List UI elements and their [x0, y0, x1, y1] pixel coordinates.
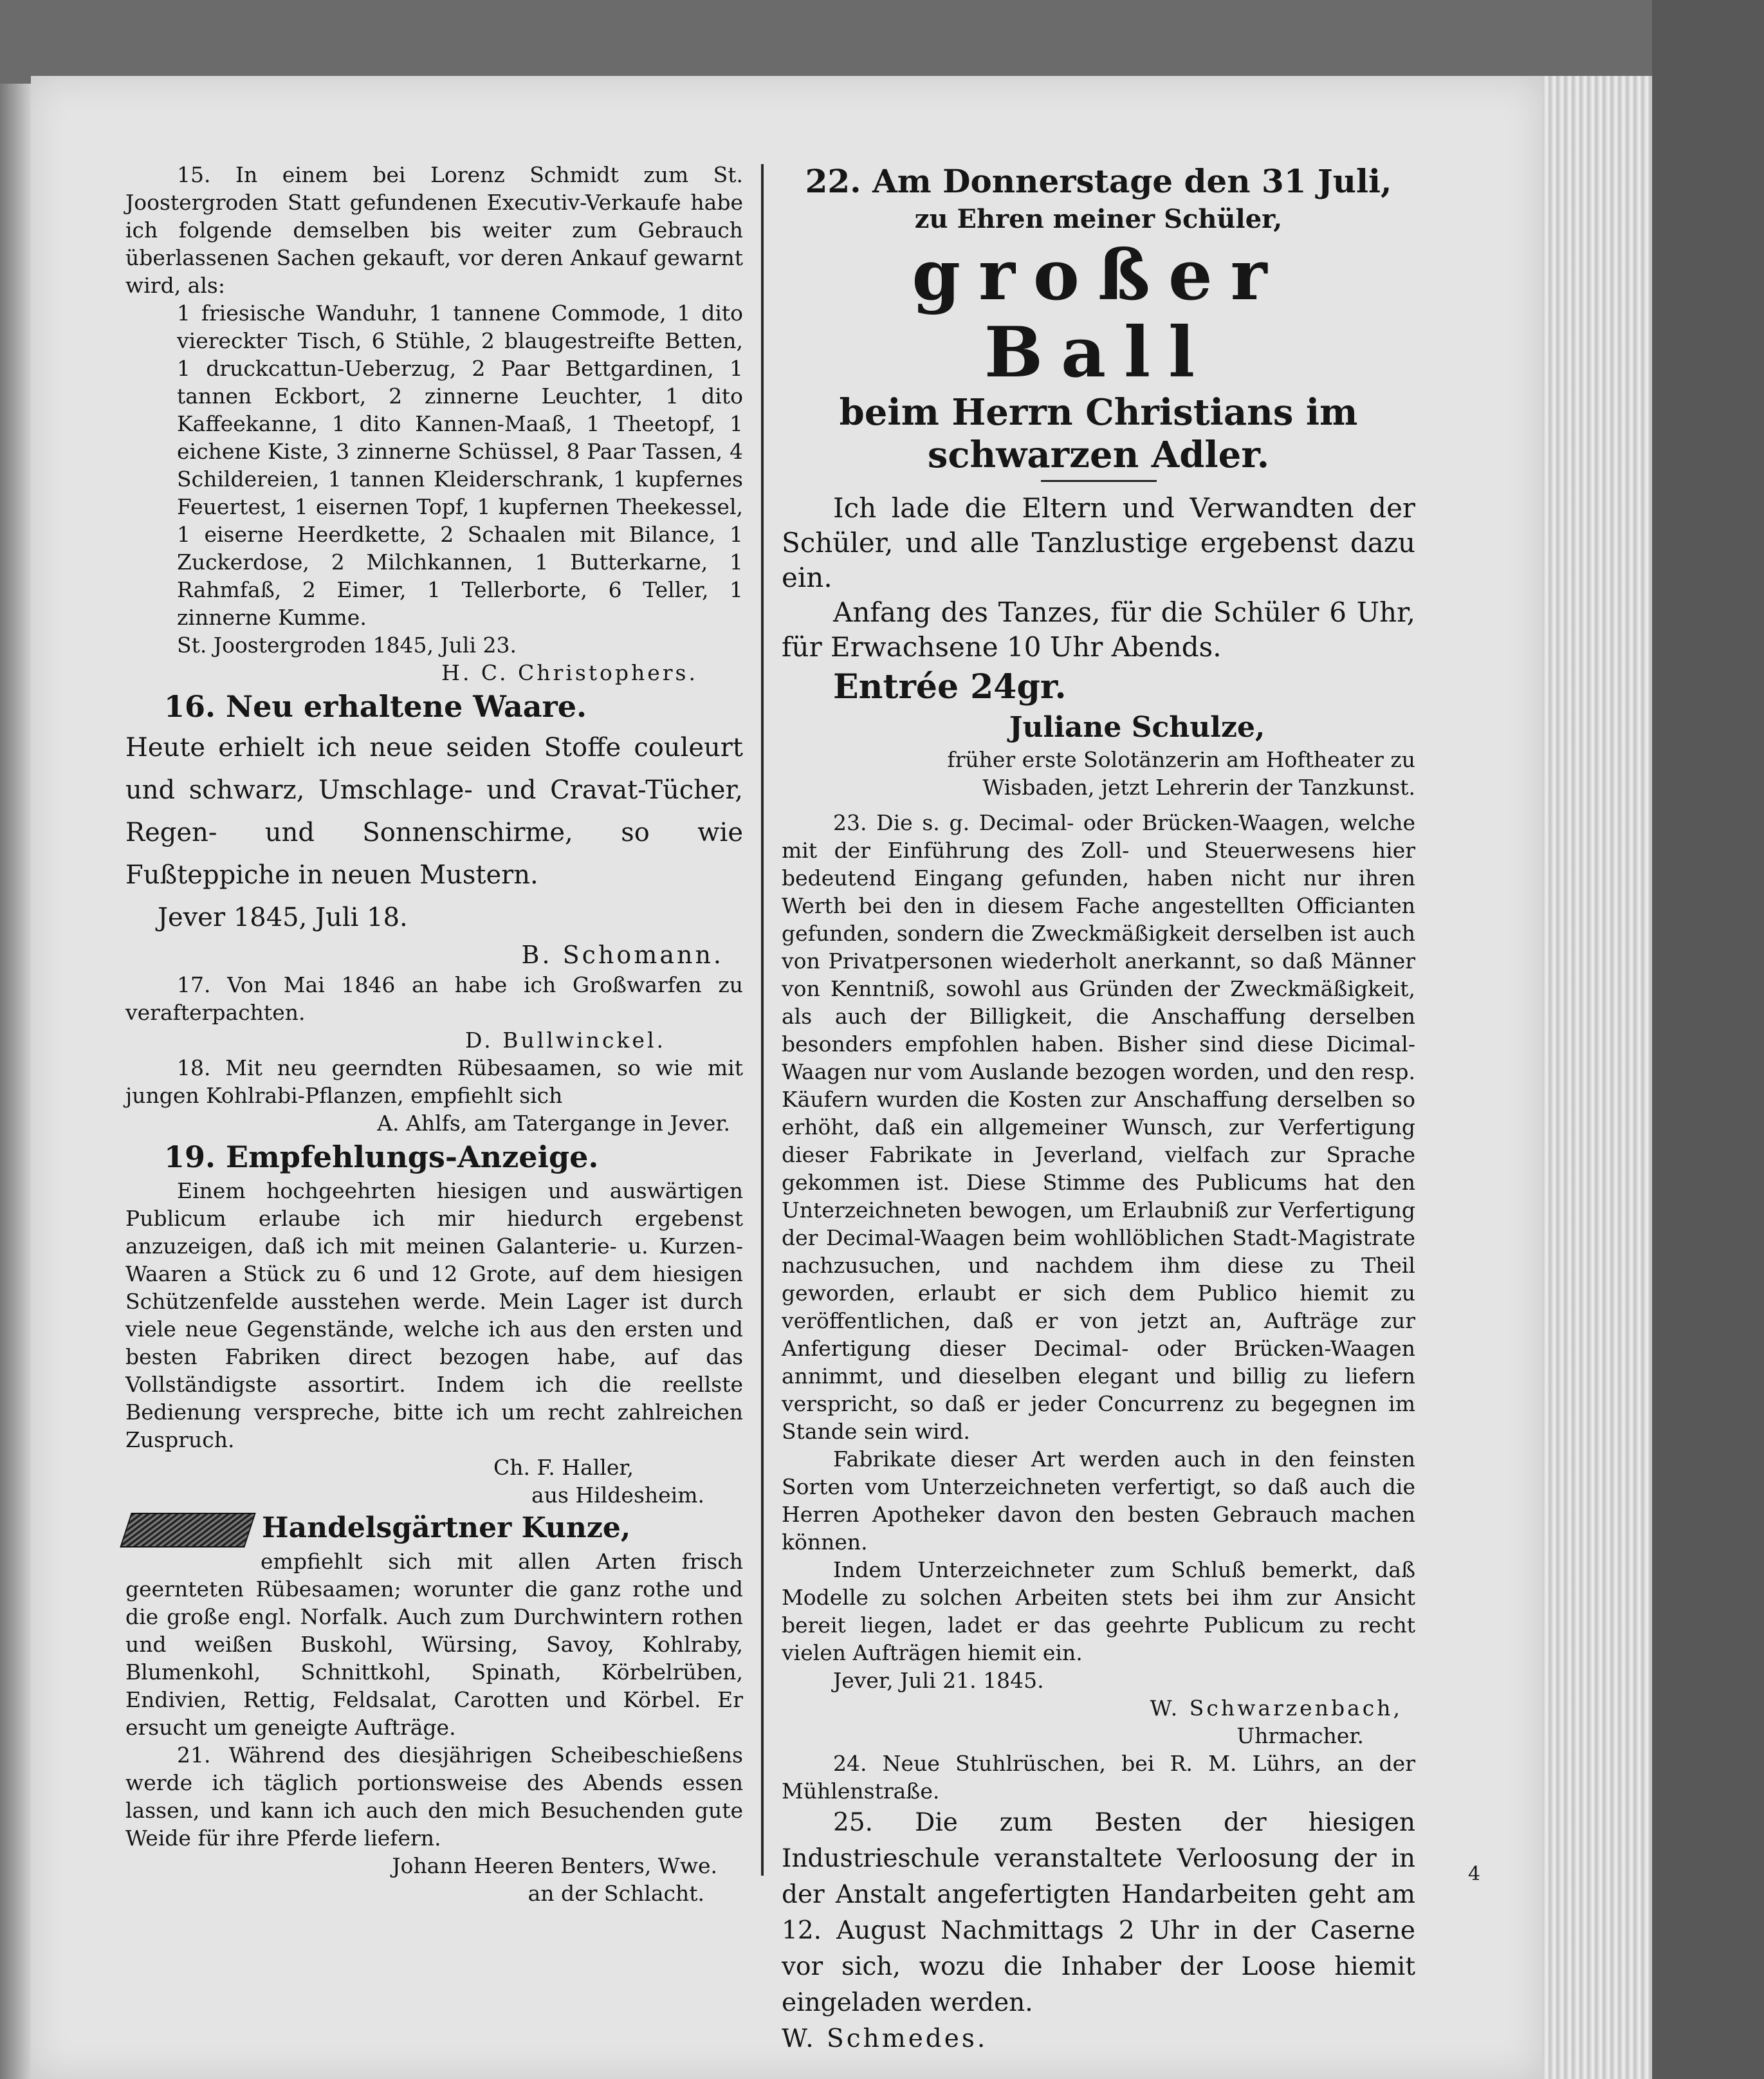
ad-19-signature-place: aus Hildesheim.	[531, 1483, 704, 1508]
ad-25	[782, 1805, 1415, 2057]
ad-kunze-heading: Handelsgärtner Kunze,	[262, 1511, 631, 1544]
ad-22-signature-title: früher erste Solotänzerin am Hoftheater zu Wisbaden, jetzt Lehrerin der Tanzkunst.	[947, 747, 1415, 800]
ad-23-signature-title: Uhrmacher.	[1236, 1723, 1364, 1748]
ad-15-text: 15. In einem bei Lorenz Schmidt zum St. Joostergroden Statt gefundenen Executiv-Verkaufe habe ich folgende demselben bis weiter zum Gebrauch überlassenen Sachen gekauft, vor deren Ankauf gewarnt wird, als:	[125, 162, 743, 298]
ad-16-heading: 16. Neu erhaltene Waare.	[164, 689, 587, 724]
ad-22-signature: Juliane Schulze,	[1009, 711, 1265, 744]
ad-16-text: Heute erhielt ich neue seiden Stoffe couleurt und schwarz, Umschlage- und Cravat-Tücher, Regen- und Sonnenschirme, so wie Fußteppiche in neuen Mustern.	[125, 733, 743, 890]
ad-23-dateline: Jever, Juli 21. 1845.	[833, 1668, 1044, 1693]
ad-kunze-text: empfiehlt sich mit allen Arten frisch geernteten Rübesaamen; worunter die ganz rothe und die große engl. Norfalk. Auch zum Durchwintern rothen und weißen Buskohl, Würsing, Savoy, Kohlraby, Blumenkohl, Schnittkohl, Spinath, Körbelrüben, Endivien, Rettig, Feldsalat, Carotten und Körbel. Er ersucht um geneigte Aufträge.	[125, 1549, 743, 1740]
ad-21-text: 21. Während des diesjährigen Scheibeschießens werde ich täglich portionsweise des Abends essen lassen, und kann ich auch den mich Besuchenden gute Weide für ihre Pferde liefern.	[125, 1742, 743, 1851]
ad-22-entree: Entrée 24gr.	[833, 667, 1067, 707]
ad-18-signature: A. Ahlfs, am Tatergange in Jever.	[377, 1111, 730, 1136]
ad-21	[125, 1741, 743, 1907]
ad-19-signature: Ch. F. Haller,	[493, 1455, 634, 1480]
ad-23-text: 23. Die s. g. Decimal- oder Brücken-Waagen, welche mit der Einführung des Zoll- und Steuerwesens hier bedeutend Eingang gefunden, haben nicht nur ihren Werth bei den in diesem Fache angestellten Officianten gefunden, sondern die Zweckmäßigkeit derselben ist auch von Privatpersonen wiederholt anerkannt, so daß Männer von Kenntniß, sowohl aus Gründen der Zweckmäßigkeit, als auch der Billigkeit, die Anschaffung derselben besonders empfohlen haben. Bisher sind diese Dicimal-Waagen nur vom Auslande bezogen worden, und den resp. Käufern wurden die Kosten zur Anschaffung derselben so erhöht, daß ein allgemeiner Wunsch, zur Verfertigung dieser Fabrikate in Jeverland, vielfach zur Sprache gekommen ist. Diese Stimme des Publicums hat den Unterzeichneten bewogen, um Erlaubniß zur Verfertigung der Decimal-Waagen beim wohllöblichen Stadt-Magistrate nachzusuchen, und nachdem ihm diese zu Theil geworden, erlaubt er sich dem Publico hiemit zu veröffentlichen, daß er von jetzt an, Aufträge zur Anfertigung dieser Decimal- oder Brücken-Waagen annimmt, und dieselben elegant und billig zu liefern verspricht, so daß er jeder Concurrenz zu begegnen im Stande sein wird.	[782, 810, 1415, 1444]
ad-22-line3: beim Herrn Christians im schwarzen Adler.	[839, 391, 1358, 476]
ad-22-divider	[1041, 480, 1157, 482]
woodcut-ornament-icon	[120, 1513, 256, 1548]
facing-page-edge	[0, 84, 31, 2079]
ad-24	[782, 1750, 1415, 1805]
ad-16-dateline: Jever 1845, Juli 18.	[158, 903, 408, 932]
ad-22-text: Ich lade die Eltern und Verwandten der Schüler, und alle Tanzlustige ergebenst dazu ein.	[782, 492, 1415, 593]
ad-24-text: 24. Neue Stuhlrüschen, bei R. M. Lührs, an der Mühlenstraße.	[782, 1751, 1415, 1804]
ad-19-heading: 19. Empfehlungs-Anzeige.	[164, 1140, 599, 1174]
ad-22-title: großer Ball	[912, 235, 1285, 393]
ad-23-text3: Indem Unterzeichneter zum Schluß bemerkt, daß Modelle zu solchen Arbeiten stets bei ihm zur Ansicht bereit liegen, ladet er das geehrte Publicum zu recht vielen Aufträgen hiemit ein.	[782, 1557, 1415, 1665]
page-mark: 4	[1468, 1863, 1481, 1885]
ad-18-text: 18. Mit neu geerndten Rübesaamen, so wie mit jungen Kohlrabi-Pflanzen, empfiehlt sich	[125, 1055, 743, 1108]
ad-17	[125, 971, 743, 1054]
ad-kunze	[125, 1509, 743, 1741]
ad-15-items: 1 friesische Wanduhr, 1 tannene Commode, 1 dito vierecktег Tisch, 6 Stühle, 2 blaugestreifte Betten, 1 druckcattun-Ueberzug, 2 Paar Bettgardinen, 1 tannen Eckbort, 2 zinnerne Leuchter, 1 dito Kaffeekanne, 1 dito Kannen-Maaß, 1 Theetopf, 1 eichene Kiste, 3 zinnerne Schüssel, 8 Paar Tassen, 4 Schildereien, 1 tannen Kleiderschrank, 1 kupfernes Feuertest, 1 eisernen Topf, 1 kupfernen Theekessel, 1 eiserne Heerdkette, 2 Schaalen mit Bilance, 1 Zuckerdose, 2 Milchkannen, 1 Butterkarne, 1 Rahmfaß, 2 Eimer, 1 Tellerborte, 6 Teller, 1 zinnerne Kumme.	[177, 300, 743, 630]
ad-23	[782, 809, 1415, 1750]
ad-23-signature: W. Schwarzenbach,	[1150, 1696, 1402, 1721]
ad-22-text2: Anfang des Tanzes, für die Schüler 6 Uhr, für Erwachsene 10 Uhr Abends.	[782, 596, 1415, 663]
ad-21-signature: Johann Heeren Benters, Wwe.	[392, 1853, 717, 1878]
ad-23-text2: Fabrikate dieser Art werden auch in den feinsten Sorten vom Unterzeichneten verfertigt, so daß auch die Herren Apotheker davon den besten Gebrauch machen können.	[782, 1446, 1415, 1555]
ad-19	[125, 1137, 743, 1509]
ad-17-text: 17. Von Mai 1846 an habe ich Großwarfen zu verafterpachten.	[125, 972, 743, 1025]
ad-22	[782, 161, 1415, 801]
scan-margin	[1652, 0, 1764, 2079]
ad-15-signature: H. C. Christophers.	[441, 660, 698, 685]
ad-25-text: 25. Die zum Besten der hiesigen Industrieschule veranstaltete Verloosung der in der Anstalt angefertigten Handarbeiten geht am 12. August Nachmittags 2 Uhr in der Caserne vor sich, wozu die Inhaber der Loose hiemit eingeladen werden.	[782, 1808, 1415, 2017]
ad-22-line1: 22. Am Donnerstage den 31 Juli,	[805, 162, 1392, 200]
ad-15	[125, 161, 743, 687]
ad-21-signature-place: an der Schlacht.	[528, 1881, 704, 1906]
right-column	[782, 161, 1415, 2057]
ad-25-signature: W. Schmedes.	[782, 2024, 988, 2053]
ad-16-signature: B. Schomann.	[521, 941, 724, 969]
ad-22-line2: zu Ehren meiner Schüler,	[914, 204, 1283, 234]
ad-17-signature: D. Bullwinckel.	[465, 1028, 666, 1053]
ad-15-dateline: St. Joostergroden 1845, Juli 23.	[177, 633, 517, 658]
ad-16	[125, 687, 743, 971]
left-column	[125, 161, 743, 1907]
column-divider	[761, 164, 764, 1876]
ad-19-text: Einem hochgeehrten hiesigen und auswärtigen Publicum erlaube ich mir hiedurch ergebenst anzuzeigen, daß ich mit meinen Galanterie- u. Kurzen-Waaren a Stück zu 6 und 12 Grote, auf dem hiesigen Schützenfelde ausstehen werde. Mein Lager ist durch viele neue Gegenstände, welche ich aus den ersten und besten Fabriken direct bezogen habe, auf das Vollständigste assortirt. Indem ich die reellste Bedienung verspreche, bitte ich um recht zahlreichen Zuspruch.	[125, 1178, 743, 1452]
ad-18	[125, 1054, 743, 1137]
book-fore-edge	[1543, 76, 1652, 2079]
